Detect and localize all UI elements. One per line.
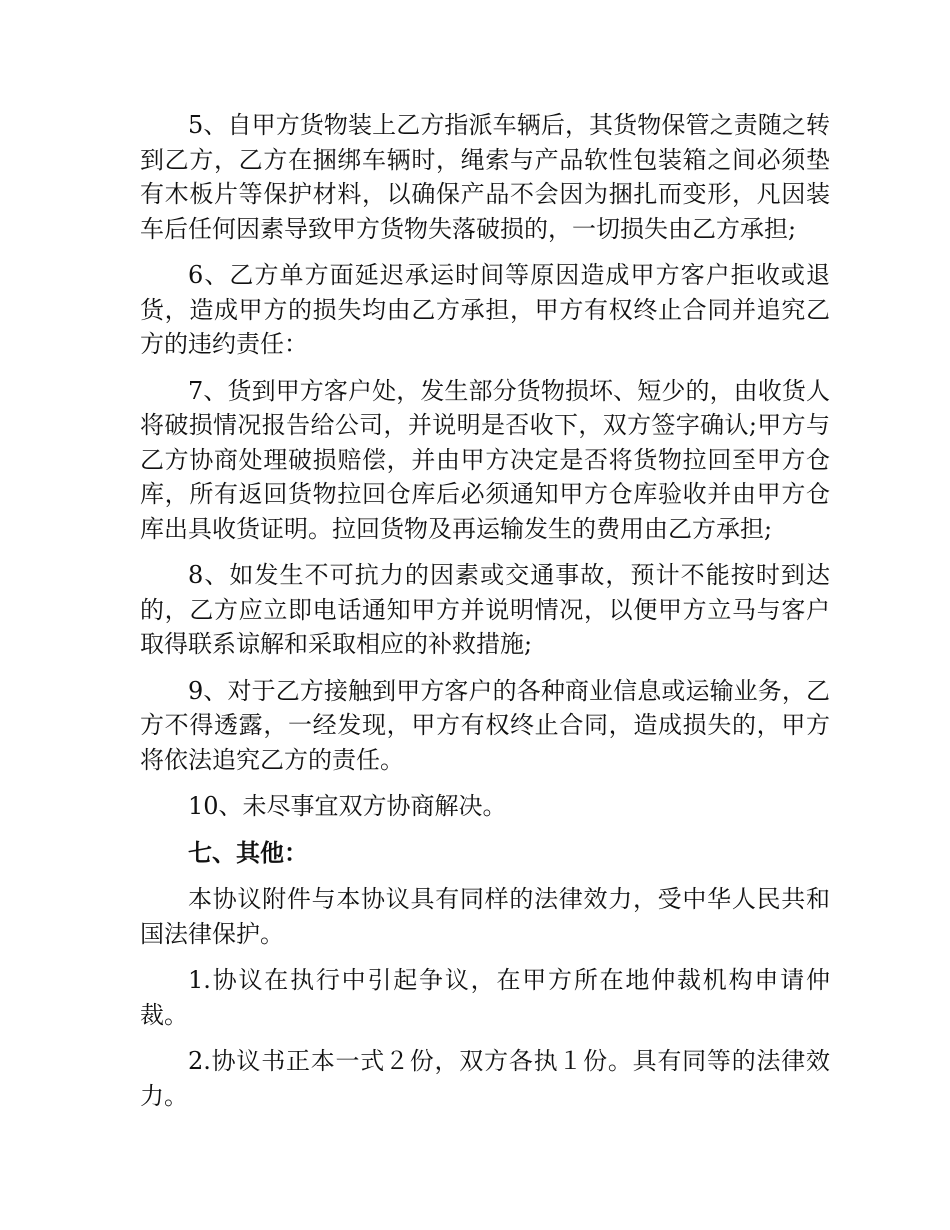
- clause-9: 9、对于乙方接触到甲方客户的各种商业信息或运输业务，乙方不得透露，一经发现，甲方有权终止合同，造成损失的，甲方将依法追究乙方的责任。: [140, 676, 830, 774]
- other-intro: 本协议附件与本协议具有同样的法律效力，受中华人民共和国法律保护。: [140, 885, 830, 948]
- section-heading-other: 七、其他：: [188, 837, 308, 867]
- clause-7: 7、货到甲方客户处，发生部分货物损坏、短少的，由收货人将破损情况报告给公司，并说明是否收下，双方签字确认;甲方与乙方协商处理破损赔偿，并由甲方决定是否将货物拉回至甲方仓库，所有返回货物拉回仓库后必须通知甲方仓库验收并由甲方仓库出具收货证明。拉回货物及再运输发生的费用由乙方承担;: [140, 376, 830, 543]
- other-item-2: 2.协议书正本一式２份，双方各执１份。具有同等的法律效力。: [140, 1047, 830, 1110]
- clause-10: 10、未尽事宜双方协商解决。: [188, 792, 507, 820]
- other-item-1: 1.协议在执行中引起争议，在甲方所在地仲裁机构申请仲裁。: [140, 966, 830, 1029]
- document-page: [140, 108, 830, 1125]
- clause-6: 6、乙方单方面延迟承运时间等原因造成甲方客户拒收或退货，造成甲方的损失均由乙方承担，甲方有权终止合同并追究乙方的违约责任：: [140, 261, 830, 358]
- clause-5: 5、自甲方货物装上乙方指派车辆后，其货物保管之责随之转到乙方，乙方在捆绑车辆时，绳索与产品软性包装箱之间必须垫有木板片等保护材料，以确保产品不会因为捆扎而变形，凡因装车后任何因素导致甲方货物失落破损的，一切损失由乙方承担;: [140, 111, 830, 243]
- clause-8: 8、如发生不可抗力的因素或交通事故，预计不能按时到达的，乙方应立即电话通知甲方并说明情况，以便甲方立马与客户取得联系谅解和采取相应的补救措施;: [140, 561, 830, 658]
